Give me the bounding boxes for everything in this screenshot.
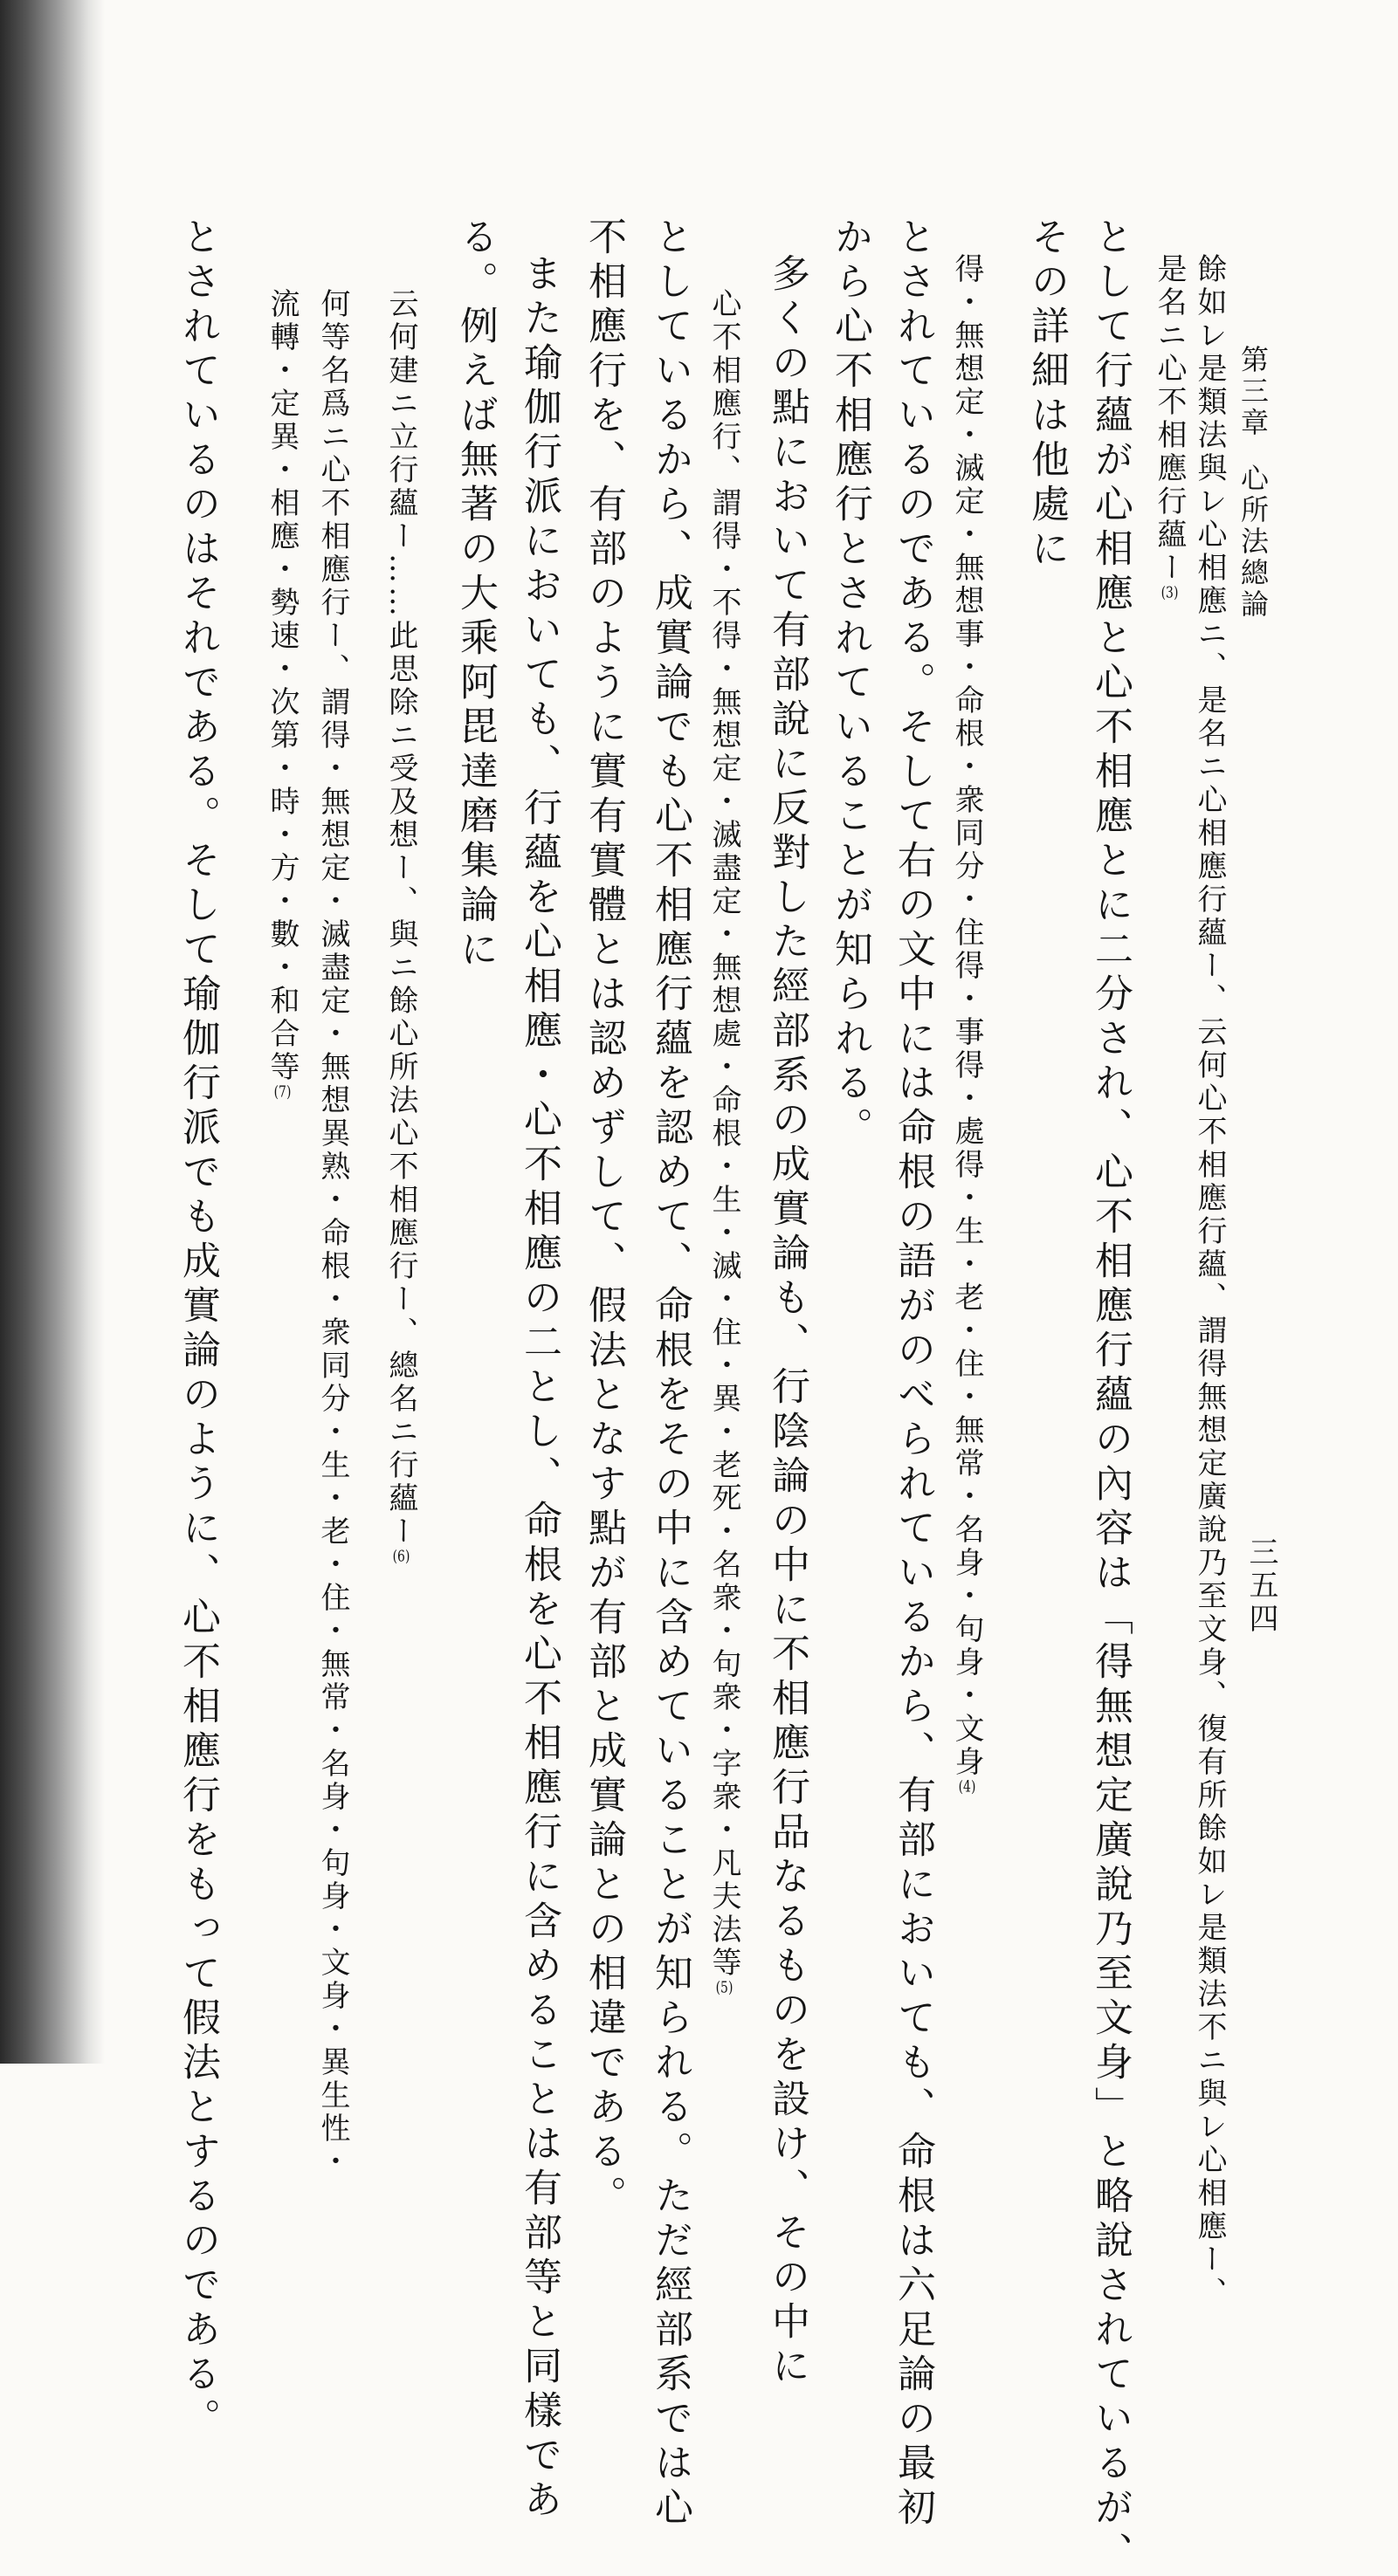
footnote-marker: (6) [392,1549,410,1564]
chapter-title: 心所法總論 [1236,464,1270,621]
text-column: 云何建ニ立行蘊ー……此思除ニ受及想ー、與ニ餘心所法心不相應行ー、總名ニ行蘊ー(6) [383,288,418,1564]
running-header [1233,345,1273,621]
text-column: その詳細は他處に [1024,216,1069,573]
text-column: とされているのはそれである。そして瑜伽行派でも成實論のように、心不相應行をもって假法とするのである。 [176,216,220,2442]
footnote-marker: (4) [958,1779,976,1795]
text-column: から心不相應行とされていることが知られる。 [828,216,872,1151]
footnote-marker: (3) [1160,585,1179,601]
text-column: 餘如レ是類法與レ心相應ニ、是名ニ心相應行蘊ー、云何心不相應行蘊、謂得無想定廣說乃至文身、復有所餘如レ是類法不ニ與レ心相應ー、 [1192,253,1227,2310]
footnote-marker: (7) [273,1084,292,1100]
scan-shadow-edge [0,0,105,2064]
text-column: 心不相應行、謂得・不得・無想定・滅盡定・無想處・命根・生・滅・住・異・老死・名衆・句衆・字衆・凡夫法等(5) [706,288,741,1996]
text-column: 流轉・定異・相應・勢速・次第・時・方・數・和合等(7) [265,288,300,1100]
text-column: また瑜伽行派においても、行蘊を心相應・心不相應の二とし、命根を心不相應行に含めることは有部等と同樣であ [517,253,561,2524]
page-number: 三五四 [1243,1536,1278,1636]
text-column: としているから、成實論でも心不相應行蘊を認めて、命根をその中に含めていることが知られる。ただ經部系では心 [648,216,692,2531]
text-column: る。例えば無著の大乘阿毘達磨集論に [453,216,498,973]
text-column: として行蘊が心相應と心不相應とに二分され、心不相應行蘊の內容は「得無想定廣說乃至文身」と略說されているが、 [1088,216,1133,2576]
text-column: 不相應行を、有部のように實有實體とは認めずして、假法となす點が有部と成實論との相違である。 [582,216,626,2220]
chapter-label: 第三章 [1236,345,1270,439]
text-column: 何等名爲ニ心不相應行ー、謂得・無想定・滅盡定・無想異熟・命根・衆同分・生・老・住・無常・名身・句身・文身・異生性・ [315,288,350,2179]
text-column: 是名ニ心不相應行蘊ー(3) [1152,253,1187,601]
text-column: 得・無想定・滅定・無想事・命根・衆同分・住得・事得・處得・生・老・住・無常・名身・句身・文身(4) [949,253,984,1795]
text-column: とされているのである。そして右の文中には命根の語がのべられているから、有部においても、命根は六足論の最初 [891,216,935,2531]
footnote-marker: (5) [715,1980,733,1996]
text-column: 多くの點において有部說に反對した經部系の成實論も、行陰論の中に不相應行品なるものを設け、その中に [765,253,809,2390]
